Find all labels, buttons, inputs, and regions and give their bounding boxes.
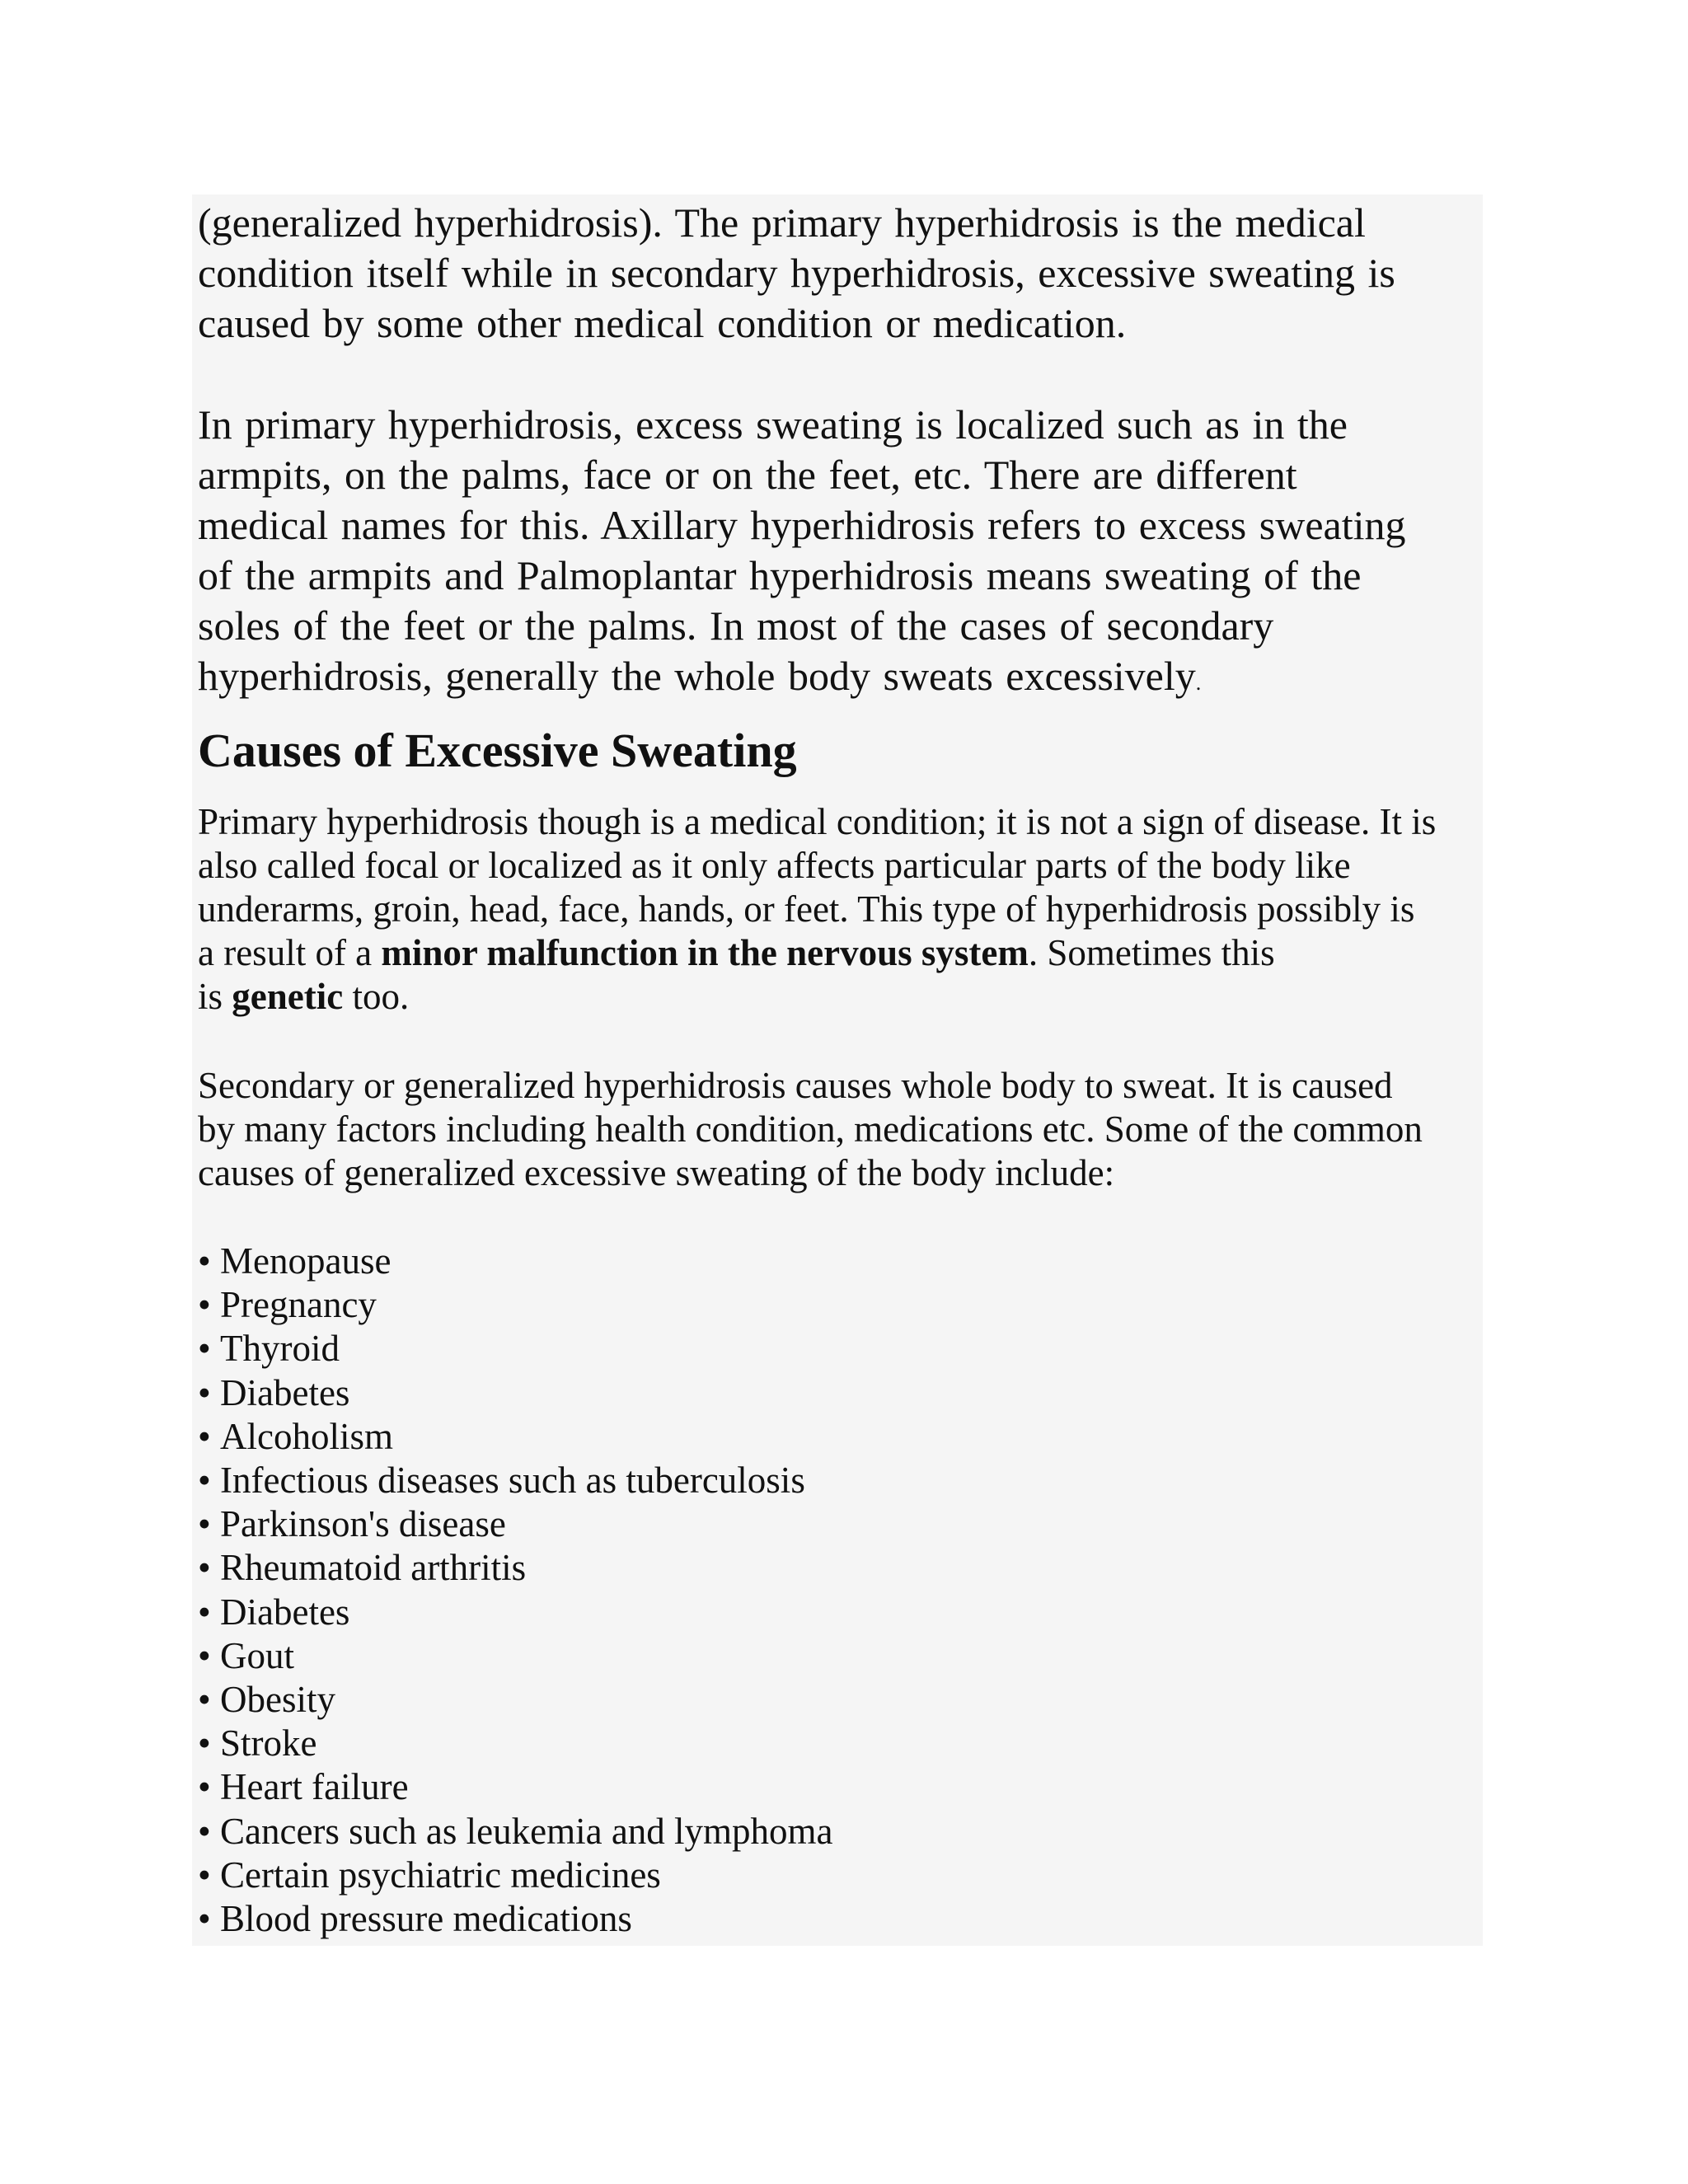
list-item xyxy=(198,1459,833,1502)
list-item-text: Parkinson's disease xyxy=(220,1503,506,1545)
paragraph-primary-causes xyxy=(198,800,1479,1019)
list-item-text: Heart failure xyxy=(220,1766,409,1808)
list-item-text: Pregnancy xyxy=(220,1284,377,1326)
bullet-icon: • xyxy=(198,1415,211,1457)
text-line: caused by some other medical condition or medication. xyxy=(198,300,1127,346)
list-item-text: Blood pressure medications xyxy=(220,1898,632,1940)
text-fragment: is xyxy=(198,976,232,1017)
causes-list xyxy=(198,1240,833,1941)
text-fragment: a result of a xyxy=(198,932,382,973)
text-line: medical names for this. Axillary hyperhidrosis refers to excess sweating xyxy=(198,502,1406,548)
text-line: (generalized hyperhidrosis). The primary hyperhidrosis is the medical xyxy=(198,199,1366,246)
bold-phrase: minor malfunction in the nervous system xyxy=(381,932,1029,973)
bullet-icon: • xyxy=(198,1810,211,1852)
bullet-icon: • xyxy=(198,1591,211,1633)
list-item xyxy=(198,1415,833,1459)
list-item xyxy=(198,1502,833,1546)
text-line: armpits, on the palms, face or on the feet, etc. There are different xyxy=(198,452,1297,498)
bullet-icon: • xyxy=(198,1371,211,1413)
text-line: Secondary or generalized hyperhidrosis causes whole body to sweat. It is caused xyxy=(198,1065,1393,1106)
bullet-icon: • xyxy=(198,1634,211,1676)
list-item xyxy=(198,1854,833,1897)
list-item xyxy=(198,1283,833,1327)
text-line xyxy=(198,931,1479,975)
list-item xyxy=(198,1546,833,1590)
bullet-icon: • xyxy=(198,1854,211,1896)
text-line xyxy=(198,651,1479,708)
text-line: causes of generalized excessive sweating of the body include: xyxy=(198,1152,1115,1193)
bullet-icon: • xyxy=(198,1460,211,1502)
bold-phrase: genetic xyxy=(232,976,344,1017)
list-item xyxy=(198,1897,833,1941)
list-item xyxy=(198,1634,833,1678)
text-line: soles of the feet or the palms. In most of the cases of secondary xyxy=(198,602,1274,649)
text-line: Primary hyperhidrosis though is a medical condition; it is not a sign of disease. It is xyxy=(198,801,1437,842)
paragraph-hyperhidrosis-types xyxy=(198,198,1479,349)
list-item xyxy=(198,1591,833,1634)
text-line: of the armpits and Palmoplantar hyperhidrosis means sweating of the xyxy=(198,552,1362,598)
paragraph-primary-hyperhidrosis xyxy=(198,400,1479,708)
list-item-text: Alcoholism xyxy=(220,1415,393,1457)
list-item-text: Cancers such as leukemia and lymphoma xyxy=(220,1810,833,1852)
list-item-text: Stroke xyxy=(220,1722,317,1765)
text-fragment: too. xyxy=(343,976,410,1017)
list-item xyxy=(198,1678,833,1722)
list-item-text: Gout xyxy=(220,1634,294,1676)
section-heading: Causes of Excessive Sweating xyxy=(198,724,797,777)
list-item xyxy=(198,1371,833,1415)
list-item-text: Certain psychiatric medicines xyxy=(220,1854,661,1896)
list-item xyxy=(198,1327,833,1371)
list-item-text: Thyroid xyxy=(220,1328,340,1370)
list-item xyxy=(198,1240,833,1283)
text-fragment: hyperhidrosis, generally the whole body sweats excessively xyxy=(198,653,1196,699)
bullet-icon: • xyxy=(198,1328,211,1370)
list-item xyxy=(198,1765,833,1809)
bullet-icon: • xyxy=(198,1679,211,1721)
list-item xyxy=(198,1722,833,1765)
list-item-text: Diabetes xyxy=(220,1371,350,1413)
bullet-icon: • xyxy=(198,1722,211,1765)
bullet-icon: • xyxy=(198,1503,211,1545)
article-content xyxy=(192,194,1483,1946)
text-line: In primary hyperhidrosis, excess sweating is localized such as in the xyxy=(198,401,1348,448)
text-line: condition itself while in secondary hyperhidrosis, excessive sweating is xyxy=(198,250,1395,296)
text-line xyxy=(198,975,1479,1019)
text-line: by many factors including health condition, medications etc. Some of the common xyxy=(198,1108,1423,1150)
list-item-text: Obesity xyxy=(220,1679,335,1721)
list-item-text: Menopause xyxy=(220,1240,392,1282)
list-item-text: Infectious diseases such as tuberculosis xyxy=(220,1460,805,1502)
list-item-text: Diabetes xyxy=(220,1591,350,1633)
bullet-icon: • xyxy=(198,1284,211,1326)
text-line: underarms, groin, head, face, hands, or feet. This type of hyperhidrosis possibly is xyxy=(198,888,1415,930)
bullet-icon: • xyxy=(198,1547,211,1589)
end-mark: . xyxy=(1195,671,1202,695)
list-item xyxy=(198,1810,833,1854)
bullet-icon: • xyxy=(198,1898,211,1940)
text-fragment: . Sometimes this xyxy=(1028,932,1275,973)
list-item-text: Rheumatoid arthritis xyxy=(220,1547,527,1589)
text-line: also called focal or localized as it only affects particular parts of the body like xyxy=(198,845,1351,886)
bullet-icon: • xyxy=(198,1240,211,1282)
bullet-icon: • xyxy=(198,1766,211,1808)
paragraph-secondary-causes xyxy=(198,1064,1479,1195)
